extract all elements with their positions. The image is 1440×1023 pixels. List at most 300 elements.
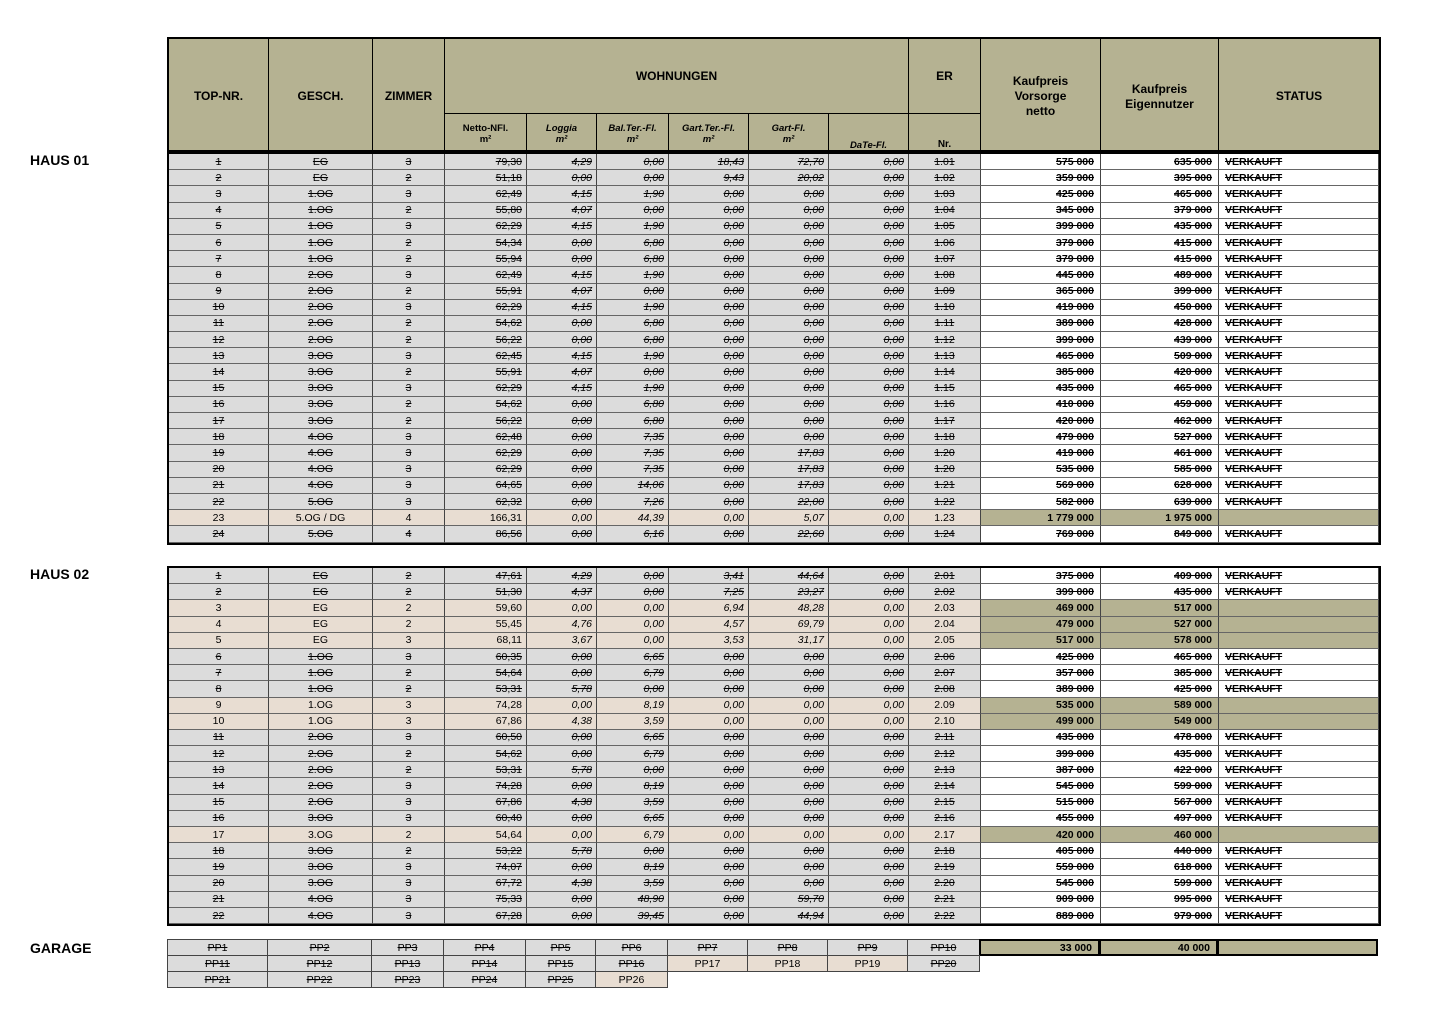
cell-gesch: 4.OG	[269, 908, 373, 924]
cell-gart: 5,07	[749, 510, 829, 526]
cell-date: 0,00	[829, 908, 909, 924]
cell-kaufpreis-eigennutzer: 409 000	[1101, 568, 1219, 584]
cell-kaufpreis-vorsorge: 365 000	[981, 284, 1101, 300]
cell-balter: 7,35	[597, 429, 669, 445]
cell-er-nr: 2.05	[909, 633, 981, 649]
cell-netto: 54,62	[445, 397, 527, 413]
cell-date: 0,00	[829, 827, 909, 843]
cell-er-nr: 1.06	[909, 235, 981, 251]
cell-garter: 7,25	[669, 584, 749, 600]
cell-date: 0,00	[829, 170, 909, 186]
cell-loggia: 0,00	[527, 827, 597, 843]
cell-balter: 7,26	[597, 494, 669, 510]
cell-gart: 17,83	[749, 462, 829, 478]
cell-gesch: 3.OG	[269, 381, 373, 397]
cell-status: VERKAUFT	[1219, 584, 1379, 600]
cell-kaufpreis-vorsorge: 405 000	[981, 843, 1101, 859]
cell-date: 0,00	[829, 413, 909, 429]
cell-kaufpreis-eigennutzer: 567 000	[1101, 795, 1219, 811]
cell-balter: 6,80	[597, 332, 669, 348]
cell-garter: 3,41	[669, 568, 749, 584]
haus02-label: HAUS 02	[30, 566, 90, 582]
cell-garter: 0,00	[669, 445, 749, 461]
cell-kaufpreis-eigennutzer: 599 000	[1101, 876, 1219, 892]
cell-balter: 0,00	[597, 600, 669, 616]
cell-kaufpreis-eigennutzer: 589 000	[1101, 698, 1219, 714]
cell-status	[1219, 617, 1379, 633]
cell-netto: 62,45	[445, 348, 527, 364]
header-date: DaTe-Fl.	[829, 113, 909, 154]
cell-status: VERKAUFT	[1219, 859, 1379, 875]
cell-loggia: 0,00	[527, 649, 597, 665]
cell-gesch: EG	[269, 633, 373, 649]
cell-er-nr: 1.14	[909, 364, 981, 380]
cell-status: VERKAUFT	[1219, 348, 1379, 364]
garage-label: GARAGE	[30, 940, 92, 956]
cell-loggia: 3,67	[527, 633, 597, 649]
cell-loggia: 0,00	[527, 778, 597, 794]
cell-gart: 0,00	[749, 219, 829, 235]
header-netto: Netto-NFl. m²	[445, 113, 527, 154]
cell-status: VERKAUFT	[1219, 762, 1379, 778]
cell-top-nr: 10	[169, 714, 269, 730]
cell-netto: 51,30	[445, 584, 527, 600]
cell-loggia: 0,00	[527, 730, 597, 746]
cell-er-nr: 1.07	[909, 251, 981, 267]
cell-gesch: 2.OG	[269, 267, 373, 283]
cell-garter: 0,00	[669, 348, 749, 364]
cell-netto: 60,35	[445, 649, 527, 665]
cell-status	[1219, 827, 1379, 843]
cell-garter: 0,00	[669, 186, 749, 202]
cell-zimmer: 3	[373, 649, 445, 665]
cell-er-nr: 1.04	[909, 203, 981, 219]
cell-balter: 0,00	[597, 203, 669, 219]
cell-kaufpreis-eigennutzer: 450 000	[1101, 300, 1219, 316]
cell-gart: 72,70	[749, 154, 829, 170]
parking-space: PP14	[443, 955, 526, 972]
parking-space: PP21	[167, 971, 268, 988]
cell-kaufpreis-eigennutzer: 439 000	[1101, 332, 1219, 348]
cell-loggia: 0,00	[527, 892, 597, 908]
cell-status: VERKAUFT	[1219, 397, 1379, 413]
header-status: STATUS	[1275, 89, 1323, 103]
cell-top-nr: 19	[169, 445, 269, 461]
cell-balter: 6,80	[597, 316, 669, 332]
cell-zimmer: 3	[373, 348, 445, 364]
cell-loggia: 0,00	[527, 908, 597, 924]
cell-er-nr: 1.09	[909, 284, 981, 300]
cell-netto: 75,33	[445, 892, 527, 908]
cell-status: VERKAUFT	[1219, 429, 1379, 445]
cell-kaufpreis-vorsorge: 419 000	[981, 445, 1101, 461]
cell-balter: 3,59	[597, 795, 669, 811]
cell-balter: 1,90	[597, 267, 669, 283]
cell-kaufpreis-eigennutzer: 399 000	[1101, 284, 1219, 300]
cell-garter: 0,00	[669, 876, 749, 892]
cell-garter: 0,00	[669, 714, 749, 730]
cell-er-nr: 1.20	[909, 462, 981, 478]
cell-loggia: 0,00	[527, 235, 597, 251]
cell-gesch: 1.OG	[269, 219, 373, 235]
cell-loggia: 0,00	[527, 665, 597, 681]
cell-top-nr: 22	[169, 908, 269, 924]
cell-kaufpreis-eigennutzer: 618 000	[1101, 859, 1219, 875]
cell-balter: 0,00	[597, 364, 669, 380]
cell-top-nr: 8	[169, 267, 269, 283]
cell-status: VERKAUFT	[1219, 778, 1379, 794]
parking-space: PP7	[667, 939, 748, 956]
cell-balter: 3,59	[597, 714, 669, 730]
cell-netto: 74,07	[445, 859, 527, 875]
cell-netto: 55,91	[445, 364, 527, 380]
cell-gesch: 3.OG	[269, 859, 373, 875]
cell-kaufpreis-eigennutzer: 435 000	[1101, 219, 1219, 235]
cell-zimmer: 2	[373, 665, 445, 681]
header-gesch: GESCH.	[269, 39, 373, 154]
cell-netto: 59,60	[445, 600, 527, 616]
cell-kaufpreis-vorsorge: 399 000	[981, 332, 1101, 348]
cell-er-nr: 2.19	[909, 859, 981, 875]
parking-space: PP17	[667, 955, 748, 972]
cell-loggia: 4,38	[527, 795, 597, 811]
cell-gesch: 2.OG	[269, 746, 373, 762]
garage-row	[167, 939, 1377, 955]
cell-status: VERKAUFT	[1219, 876, 1379, 892]
cell-garter: 0,00	[669, 203, 749, 219]
cell-netto: 67,86	[445, 795, 527, 811]
cell-status: VERKAUFT	[1219, 267, 1379, 283]
cell-gart: 0,00	[749, 203, 829, 219]
cell-top-nr: 9	[169, 284, 269, 300]
cell-netto: 60,50	[445, 730, 527, 746]
cell-status: VERKAUFT	[1219, 478, 1379, 494]
cell-gesch: 4.OG	[269, 462, 373, 478]
cell-kaufpreis-eigennutzer: 1 975 000	[1101, 510, 1219, 526]
cell-kaufpreis-vorsorge: 515 000	[981, 795, 1101, 811]
cell-date: 0,00	[829, 364, 909, 380]
cell-balter: 8,19	[597, 698, 669, 714]
cell-balter: 14,06	[597, 478, 669, 494]
cell-kaufpreis-vorsorge: 389 000	[981, 316, 1101, 332]
cell-kaufpreis-eigennutzer: 385 000	[1101, 665, 1219, 681]
cell-top-nr: 14	[169, 778, 269, 794]
cell-gart: 22,60	[749, 526, 829, 542]
cell-balter: 0,00	[597, 154, 669, 170]
cell-netto: 62,48	[445, 429, 527, 445]
cell-gesch: 4.OG	[269, 478, 373, 494]
cell-kaufpreis-eigennutzer: 415 000	[1101, 235, 1219, 251]
cell-loggia: 4,15	[527, 267, 597, 283]
cell-er-nr: 2.09	[909, 698, 981, 714]
cell-garter: 0,00	[669, 510, 749, 526]
cell-gesch: 2.OG	[269, 332, 373, 348]
cell-zimmer: 2	[373, 681, 445, 697]
cell-status: VERKAUFT	[1219, 219, 1379, 235]
cell-date: 0,00	[829, 795, 909, 811]
cell-loggia: 0,00	[527, 170, 597, 186]
cell-loggia: 4,29	[527, 154, 597, 170]
cell-gesch: 4.OG	[269, 429, 373, 445]
cell-zimmer: 4	[373, 510, 445, 526]
cell-balter: 6,65	[597, 730, 669, 746]
cell-netto: 62,29	[445, 462, 527, 478]
cell-gart: 0,00	[749, 859, 829, 875]
cell-gesch: 5.OG	[269, 494, 373, 510]
cell-garter: 0,00	[669, 892, 749, 908]
cell-status: VERKAUFT	[1219, 746, 1379, 762]
cell-kaufpreis-eigennutzer: 459 000	[1101, 397, 1219, 413]
cell-loggia: 4,29	[527, 568, 597, 584]
cell-status: VERKAUFT	[1219, 649, 1379, 665]
cell-zimmer: 3	[373, 445, 445, 461]
cell-top-nr: 2	[169, 584, 269, 600]
cell-zimmer: 2	[373, 364, 445, 380]
cell-kaufpreis-vorsorge: 479 000	[981, 429, 1101, 445]
cell-er-nr: 2.03	[909, 600, 981, 616]
cell-date: 0,00	[829, 219, 909, 235]
parking-space: PP9	[827, 939, 908, 956]
parking-space: PP6	[595, 939, 668, 956]
cell-kaufpreis-vorsorge: 575 000	[981, 154, 1101, 170]
cell-date: 0,00	[829, 681, 909, 697]
cell-kaufpreis-eigennutzer: 465 000	[1101, 649, 1219, 665]
cell-loggia: 0,00	[527, 746, 597, 762]
cell-gart: 44,64	[749, 568, 829, 584]
cell-status: VERKAUFT	[1219, 843, 1379, 859]
cell-zimmer: 2	[373, 235, 445, 251]
cell-balter: 6,65	[597, 649, 669, 665]
cell-kaufpreis-eigennutzer: 465 000	[1101, 186, 1219, 202]
cell-date: 0,00	[829, 284, 909, 300]
cell-kaufpreis-eigennutzer: 435 000	[1101, 584, 1219, 600]
cell-top-nr: 1	[169, 154, 269, 170]
cell-kaufpreis-eigennutzer: 428 000	[1101, 316, 1219, 332]
cell-gart: 0,00	[749, 665, 829, 681]
cell-balter: 1,90	[597, 186, 669, 202]
cell-balter: 3,59	[597, 876, 669, 892]
cell-status: VERKAUFT	[1219, 251, 1379, 267]
cell-er-nr: 1.05	[909, 219, 981, 235]
cell-gart: 0,00	[749, 364, 829, 380]
cell-zimmer: 3	[373, 154, 445, 170]
cell-zimmer: 3	[373, 219, 445, 235]
cell-netto: 54,62	[445, 316, 527, 332]
cell-netto: 79,30	[445, 154, 527, 170]
cell-kaufpreis-vorsorge: 379 000	[981, 251, 1101, 267]
cell-garter: 0,00	[669, 284, 749, 300]
cell-kaufpreis-eigennutzer: 465 000	[1101, 381, 1219, 397]
cell-gesch: 3.OG	[269, 413, 373, 429]
cell-kaufpreis-vorsorge: 535 000	[981, 462, 1101, 478]
cell-kaufpreis-eigennutzer: 497 000	[1101, 811, 1219, 827]
cell-kaufpreis-eigennutzer: 460 000	[1101, 827, 1219, 843]
cell-balter: 0,00	[597, 617, 669, 633]
cell-loggia: 0,00	[527, 510, 597, 526]
cell-date: 0,00	[829, 494, 909, 510]
cell-status: VERKAUFT	[1219, 665, 1379, 681]
cell-netto: 62,29	[445, 219, 527, 235]
cell-top-nr: 9	[169, 698, 269, 714]
cell-er-nr: 1.03	[909, 186, 981, 202]
cell-status: VERKAUFT	[1219, 445, 1379, 461]
garage-table	[167, 939, 1377, 987]
cell-kaufpreis-eigennutzer: 422 000	[1101, 762, 1219, 778]
cell-status: VERKAUFT	[1219, 203, 1379, 219]
cell-er-nr: 2.11	[909, 730, 981, 746]
cell-gart: 0,00	[749, 827, 829, 843]
cell-kaufpreis-vorsorge: 499 000	[981, 714, 1101, 730]
cell-kaufpreis-eigennutzer: 425 000	[1101, 681, 1219, 697]
cell-date: 0,00	[829, 600, 909, 616]
cell-date: 0,00	[829, 300, 909, 316]
parking-space: PP16	[595, 955, 668, 972]
cell-loggia: 0,00	[527, 316, 597, 332]
parking-space: PP23	[371, 971, 444, 988]
cell-date: 0,00	[829, 762, 909, 778]
cell-garter: 0,00	[669, 526, 749, 542]
cell-gart: 0,00	[749, 795, 829, 811]
cell-balter: 44,39	[597, 510, 669, 526]
cell-gart: 0,00	[749, 649, 829, 665]
cell-top-nr: 1	[169, 568, 269, 584]
cell-gesch: 1.OG	[269, 665, 373, 681]
cell-loggia: 4,15	[527, 381, 597, 397]
cell-netto: 53,31	[445, 681, 527, 697]
cell-er-nr: 2.17	[909, 827, 981, 843]
cell-kaufpreis-eigennutzer: 517 000	[1101, 600, 1219, 616]
cell-kaufpreis-eigennutzer: 461 000	[1101, 445, 1219, 461]
cell-top-nr: 14	[169, 364, 269, 380]
cell-zimmer: 3	[373, 462, 445, 478]
cell-gesch: 2.OG	[269, 300, 373, 316]
cell-kaufpreis-vorsorge: 545 000	[981, 778, 1101, 794]
cell-kaufpreis-vorsorge: 420 000	[981, 413, 1101, 429]
parking-space: PP26	[595, 971, 668, 988]
cell-gesch: 2.OG	[269, 284, 373, 300]
cell-gart: 0,00	[749, 332, 829, 348]
cell-balter: 1,90	[597, 381, 669, 397]
header-kaufpreis-vorsorge: Kaufpreis Vorsorge netto	[981, 39, 1101, 154]
cell-gart: 0,00	[749, 186, 829, 202]
cell-gesch: EG	[269, 617, 373, 633]
cell-top-nr: 15	[169, 795, 269, 811]
cell-top-nr: 20	[169, 876, 269, 892]
cell-date: 0,00	[829, 316, 909, 332]
cell-loggia: 4,38	[527, 876, 597, 892]
cell-kaufpreis-eigennutzer: 462 000	[1101, 413, 1219, 429]
cell-er-nr: 2.20	[909, 876, 981, 892]
cell-zimmer: 3	[373, 876, 445, 892]
garage-status	[1217, 939, 1378, 956]
cell-loggia: 4,15	[527, 219, 597, 235]
cell-kaufpreis-eigennutzer: 440 000	[1101, 843, 1219, 859]
cell-gesch: EG	[269, 154, 373, 170]
cell-er-nr: 1.10	[909, 300, 981, 316]
cell-loggia: 4,07	[527, 203, 597, 219]
cell-zimmer: 2	[373, 584, 445, 600]
cell-netto: 67,72	[445, 876, 527, 892]
cell-status: VERKAUFT	[1219, 381, 1379, 397]
cell-kaufpreis-vorsorge: 359 000	[981, 170, 1101, 186]
cell-kaufpreis-eigennutzer: 599 000	[1101, 778, 1219, 794]
table-header	[167, 37, 1381, 152]
cell-zimmer: 2	[373, 251, 445, 267]
cell-er-nr: 2.14	[909, 778, 981, 794]
cell-er-nr: 2.07	[909, 665, 981, 681]
cell-loggia: 0,00	[527, 478, 597, 494]
cell-gesch: EG	[269, 568, 373, 584]
cell-loggia: 4,15	[527, 186, 597, 202]
cell-gart: 31,17	[749, 633, 829, 649]
cell-top-nr: 19	[169, 859, 269, 875]
cell-garter: 0,00	[669, 811, 749, 827]
cell-netto: 67,86	[445, 714, 527, 730]
header-zimmer: ZIMMER	[373, 39, 445, 154]
cell-balter: 1,90	[597, 300, 669, 316]
cell-er-nr: 1.21	[909, 478, 981, 494]
cell-garter: 0,00	[669, 746, 749, 762]
cell-netto: 62,32	[445, 494, 527, 510]
cell-loggia: 4,07	[527, 284, 597, 300]
cell-status	[1219, 600, 1379, 616]
cell-garter: 0,00	[669, 665, 749, 681]
header-loggia: Loggia m²	[527, 113, 597, 154]
cell-zimmer: 2	[373, 203, 445, 219]
cell-top-nr: 22	[169, 494, 269, 510]
cell-zimmer: 3	[373, 778, 445, 794]
cell-loggia: 0,00	[527, 397, 597, 413]
cell-balter: 6,79	[597, 746, 669, 762]
cell-zimmer: 2	[373, 316, 445, 332]
cell-er-nr: 1.13	[909, 348, 981, 364]
cell-date: 0,00	[829, 332, 909, 348]
cell-top-nr: 17	[169, 413, 269, 429]
cell-er-nr: 1.08	[909, 267, 981, 283]
header-nr: Nr.	[909, 113, 981, 154]
cell-balter: 0,00	[597, 584, 669, 600]
cell-kaufpreis-vorsorge: 535 000	[981, 698, 1101, 714]
garage-row	[167, 955, 1377, 971]
cell-gart: 0,00	[749, 681, 829, 697]
cell-date: 0,00	[829, 445, 909, 461]
cell-gart: 0,00	[749, 843, 829, 859]
cell-netto: 166,31	[445, 510, 527, 526]
cell-netto: 55,80	[445, 203, 527, 219]
cell-gesch: 3.OG	[269, 827, 373, 843]
cell-date: 0,00	[829, 510, 909, 526]
cell-garter: 0,00	[669, 827, 749, 843]
cell-kaufpreis-eigennutzer: 635 000	[1101, 154, 1219, 170]
cell-top-nr: 16	[169, 397, 269, 413]
cell-er-nr: 1.12	[909, 332, 981, 348]
cell-top-nr: 11	[169, 316, 269, 332]
cell-date: 0,00	[829, 778, 909, 794]
cell-date: 0,00	[829, 203, 909, 219]
cell-netto: 54,64	[445, 665, 527, 681]
cell-er-nr: 1.22	[909, 494, 981, 510]
cell-top-nr: 15	[169, 381, 269, 397]
cell-status: VERKAUFT	[1219, 681, 1379, 697]
cell-date: 0,00	[829, 714, 909, 730]
cell-gesch: 3.OG	[269, 811, 373, 827]
cell-er-nr: 2.06	[909, 649, 981, 665]
cell-status	[1219, 633, 1379, 649]
cell-er-nr: 2.18	[909, 843, 981, 859]
cell-kaufpreis-vorsorge: 1 779 000	[981, 510, 1101, 526]
cell-zimmer: 3	[373, 478, 445, 494]
cell-top-nr: 21	[169, 892, 269, 908]
